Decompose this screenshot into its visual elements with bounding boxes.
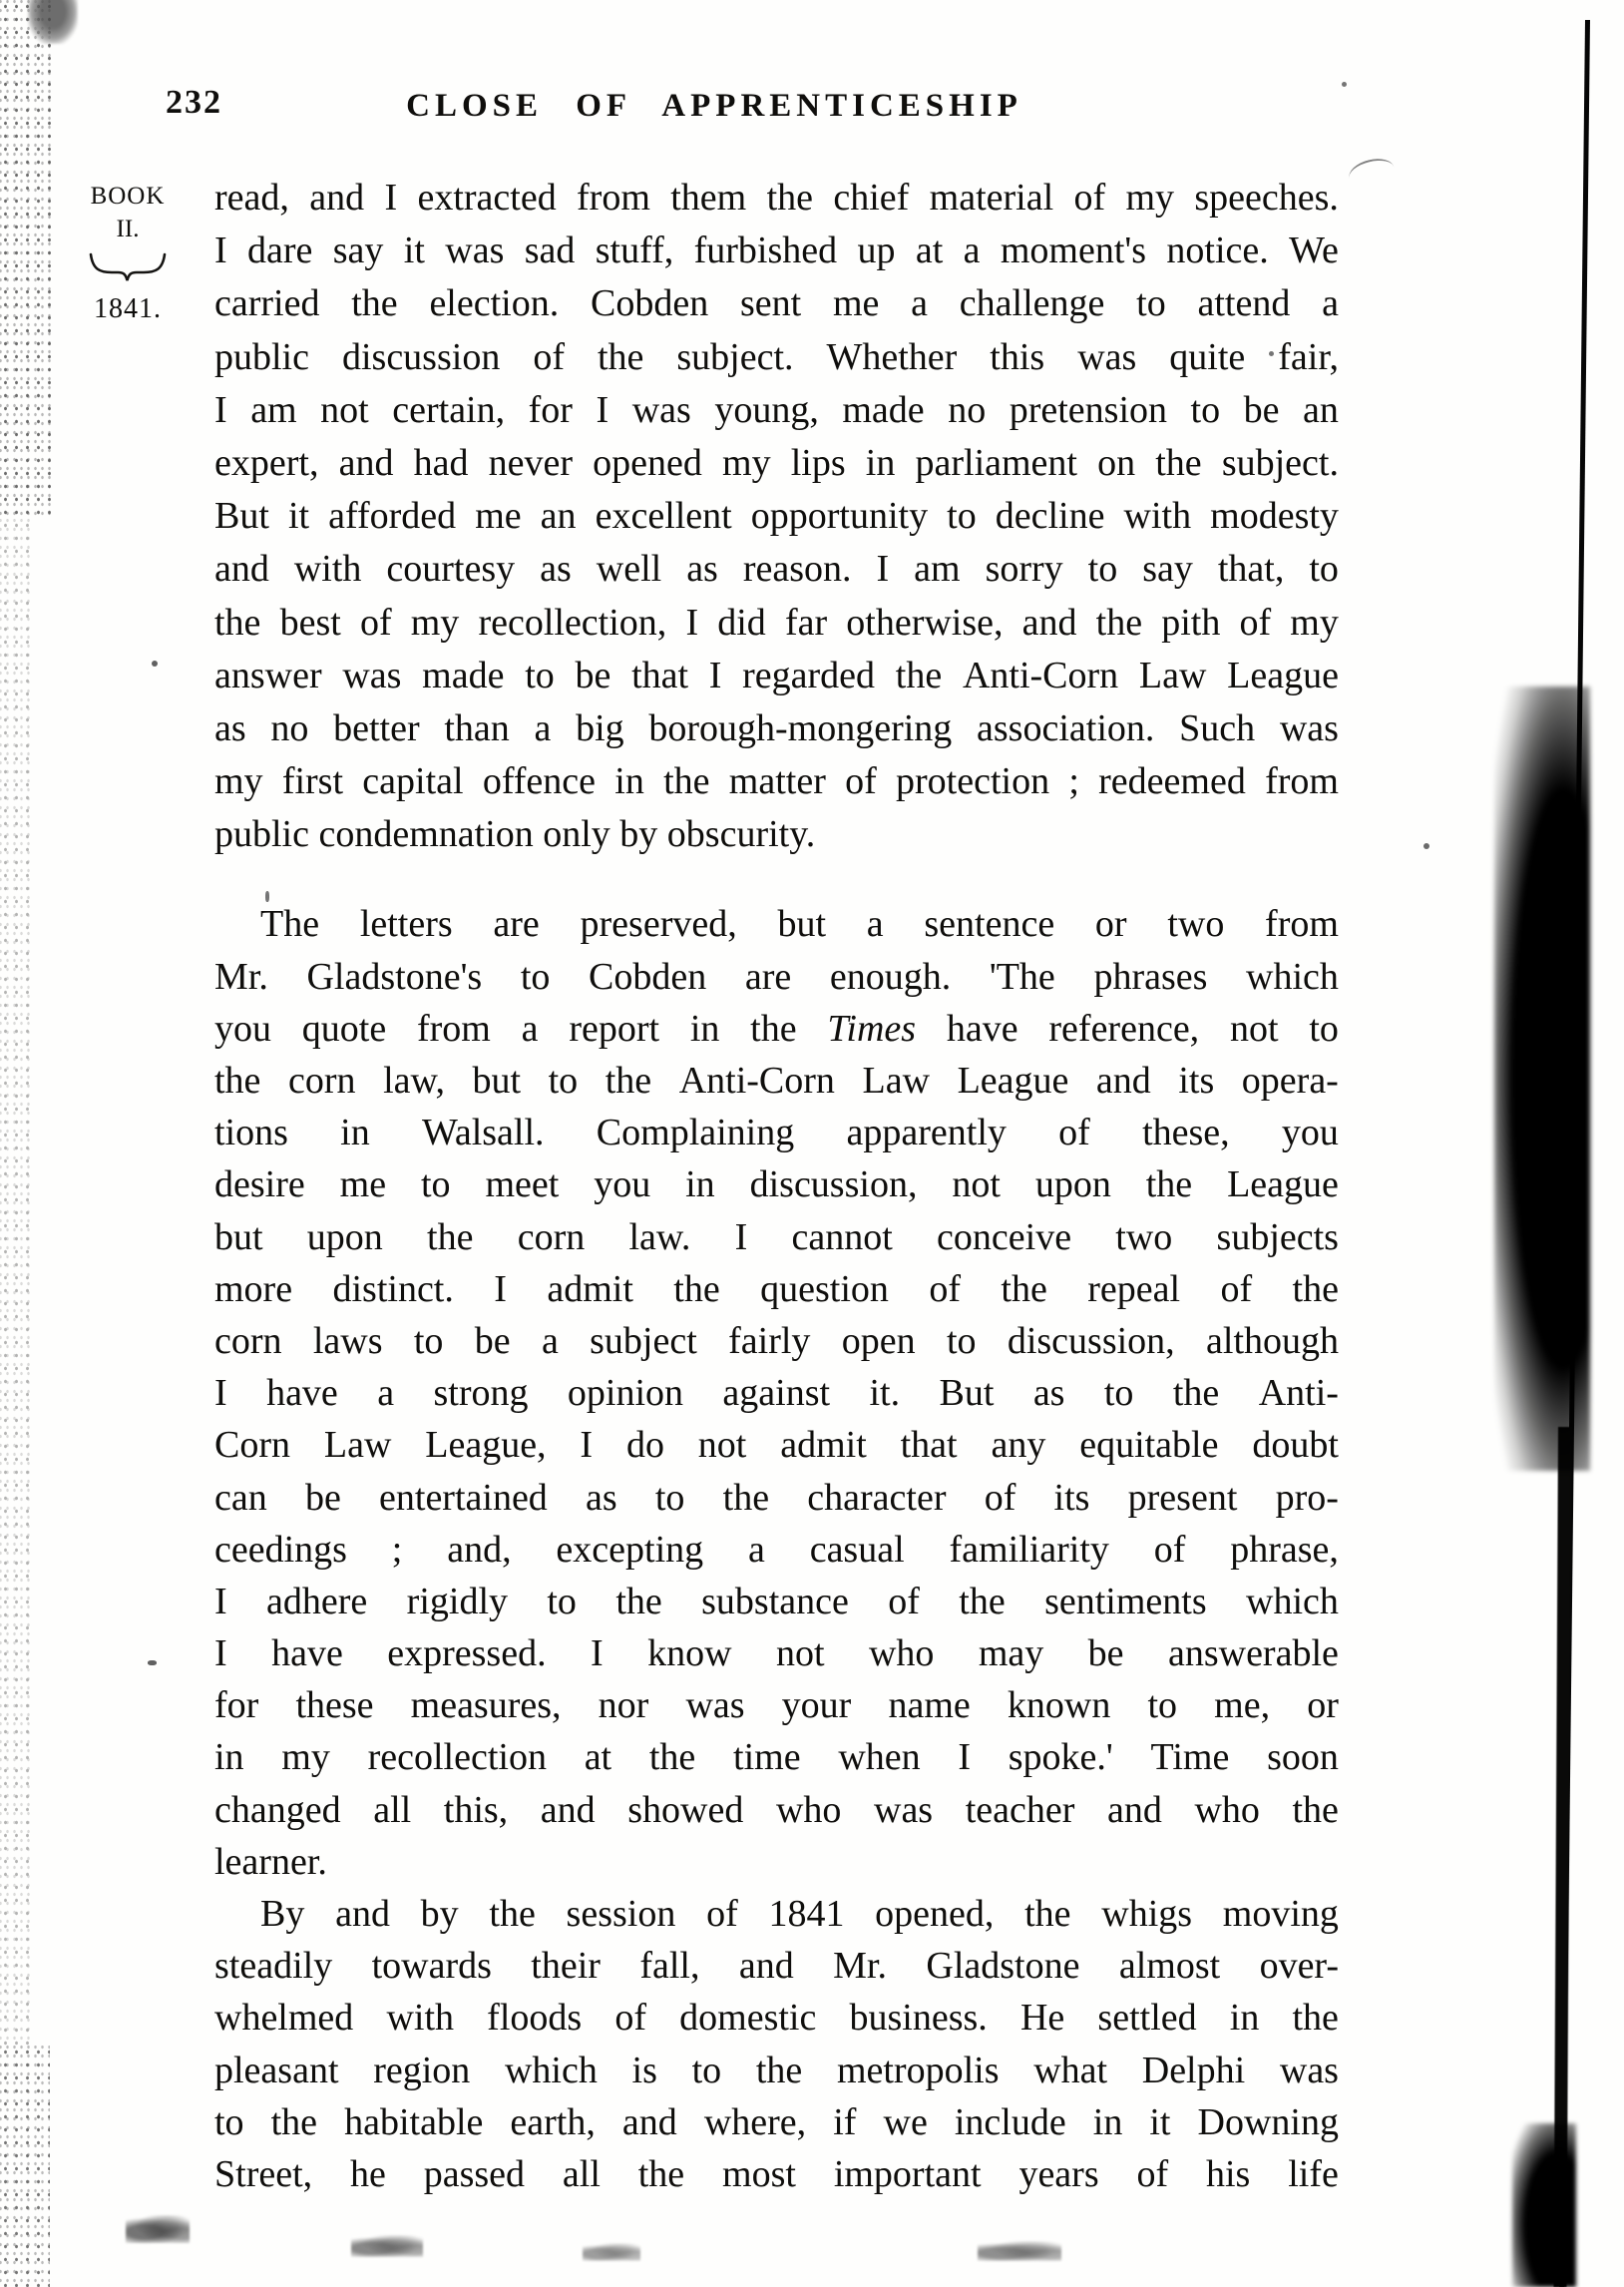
scan-smudge-top-left	[28, 0, 78, 44]
ink-blob-bottom-right	[1512, 2123, 1576, 2287]
text-line: the best of my recollection, I did far otherwise, and the pith of my	[214, 601, 1339, 644]
text-line: ceedings ; and, excepting a casual familiarity of phrase,	[214, 1528, 1339, 1571]
footer-smudge	[978, 2241, 1061, 2261]
paragraph	[214, 1888, 1339, 2200]
text-line: you quote from a report in the Times have reference, not to	[214, 1007, 1339, 1050]
text-line: Mr. Gladstone's to Cobden are enough. 'The phrases which	[214, 955, 1339, 998]
page-number: 232	[166, 84, 222, 121]
scan-speck	[1342, 82, 1347, 87]
running-header: CLOSE OF APPRENTICESHIP	[406, 88, 1022, 124]
text-line: and with courtesy as well as reason. I am sorry to say that, to	[214, 548, 1339, 591]
text-line: to the habitable earth, and where, if we include in it Downing	[214, 2100, 1339, 2143]
text-line: I dare say it was sad stuff, furbished up at a moment's notice. We	[214, 229, 1339, 272]
scan-noise-left-top	[0, 0, 54, 519]
text-line: desire me to meet you in discussion, not upon the League	[214, 1163, 1339, 1206]
text-line: pleasant region which is to the metropolis what Delphi was	[214, 2049, 1339, 2091]
scan-pen-arc	[1347, 155, 1398, 191]
text-line: for these measures, nor was your name known to me, or	[214, 1684, 1339, 1727]
text-line: Corn Law League, I do not admit that any equitable doubt	[214, 1424, 1339, 1467]
text-line: But it afforded me an excellent opportunity to decline with modesty	[214, 495, 1339, 538]
page-text	[214, 172, 1339, 2200]
text-line: more distinct. I admit the question of the repeal of the	[214, 1267, 1339, 1310]
text-line: public condemnation only by obscurity.	[214, 813, 816, 856]
text-line: changed all this, and showed who was teacher and who the	[214, 1788, 1339, 1831]
text-line: whelmed with floods of domestic business. He settled in the	[214, 1997, 1339, 2040]
scan-speck	[148, 1660, 157, 1665]
scan-noise-left-bottom	[0, 2046, 50, 2287]
text-line: answer was made to be that I regarded the Anti-Corn Law League	[214, 654, 1339, 696]
underbrace-icon	[88, 249, 168, 285]
text-line: I have a strong opinion against it. But as to the Anti-	[214, 1372, 1339, 1415]
scan-speck	[152, 661, 158, 667]
margin-year-label: 1841.	[94, 293, 162, 324]
text-line: expert, and had never opened my lips in parliament on the subject.	[214, 441, 1339, 484]
text-line: I adhere rigidly to the substance of the sentiments which	[214, 1580, 1339, 1622]
margin-book-label: BOOK	[90, 183, 166, 210]
margin-book-numeral: II.	[116, 216, 140, 242]
text-line: corn laws to be a subject fairly open to discussion, although	[214, 1319, 1339, 1362]
paragraph	[214, 898, 1339, 1888]
ink-blob-right	[1494, 686, 1590, 1471]
text-line: as no better than a big borough-mongering association. Such was	[214, 706, 1339, 749]
scan-speck	[1269, 351, 1274, 356]
text-line: in my recollection at the time when I spoke.' Time soon	[214, 1736, 1339, 1779]
scan-speck	[1423, 843, 1429, 849]
text-line: read, and I extracted from them the chief material of my speeches.	[214, 177, 1339, 219]
footer-smudge	[583, 2243, 640, 2261]
text-line: learner.	[214, 1840, 327, 1883]
text-line: my first capital offence in the matter of protection ; redeemed from	[214, 760, 1339, 803]
text-line: public discussion of the subject. Whether this was quite fair,	[214, 335, 1339, 378]
text-line: but upon the corn law. I cannot conceive two subjects	[214, 1215, 1339, 1258]
scan-speck	[265, 891, 269, 902]
text-line: tions in Walsall. Complaining apparently of these, you	[214, 1112, 1339, 1154]
text-line: steadily towards their fall, and Mr. Gladstone almost over-	[214, 1945, 1339, 1988]
footer-smudge	[126, 2215, 190, 2243]
margin-notes	[64, 180, 192, 325]
footer-smudge	[351, 2235, 423, 2257]
paragraph	[214, 172, 1339, 861]
text-line: The letters are preserved, but a sentence or two from	[260, 903, 1339, 946]
text-line: I have expressed. I know not who may be answerable	[214, 1632, 1339, 1675]
text-line: carried the election. Cobden sent me a challenge to attend a	[214, 282, 1339, 325]
text-line: the corn law, but to the Anti-Corn Law League and its opera-	[214, 1060, 1339, 1102]
scan-noise-left-middle	[0, 519, 34, 2046]
text-line: I am not certain, for I was young, made no pretension to be an	[214, 388, 1339, 431]
text-line: can be entertained as to the character of its present pro-	[214, 1476, 1339, 1519]
text-line: Street, he passed all the most important years of his life	[214, 2152, 1339, 2195]
text-line: By and by the session of 1841 opened, the whigs moving	[260, 1893, 1339, 1935]
